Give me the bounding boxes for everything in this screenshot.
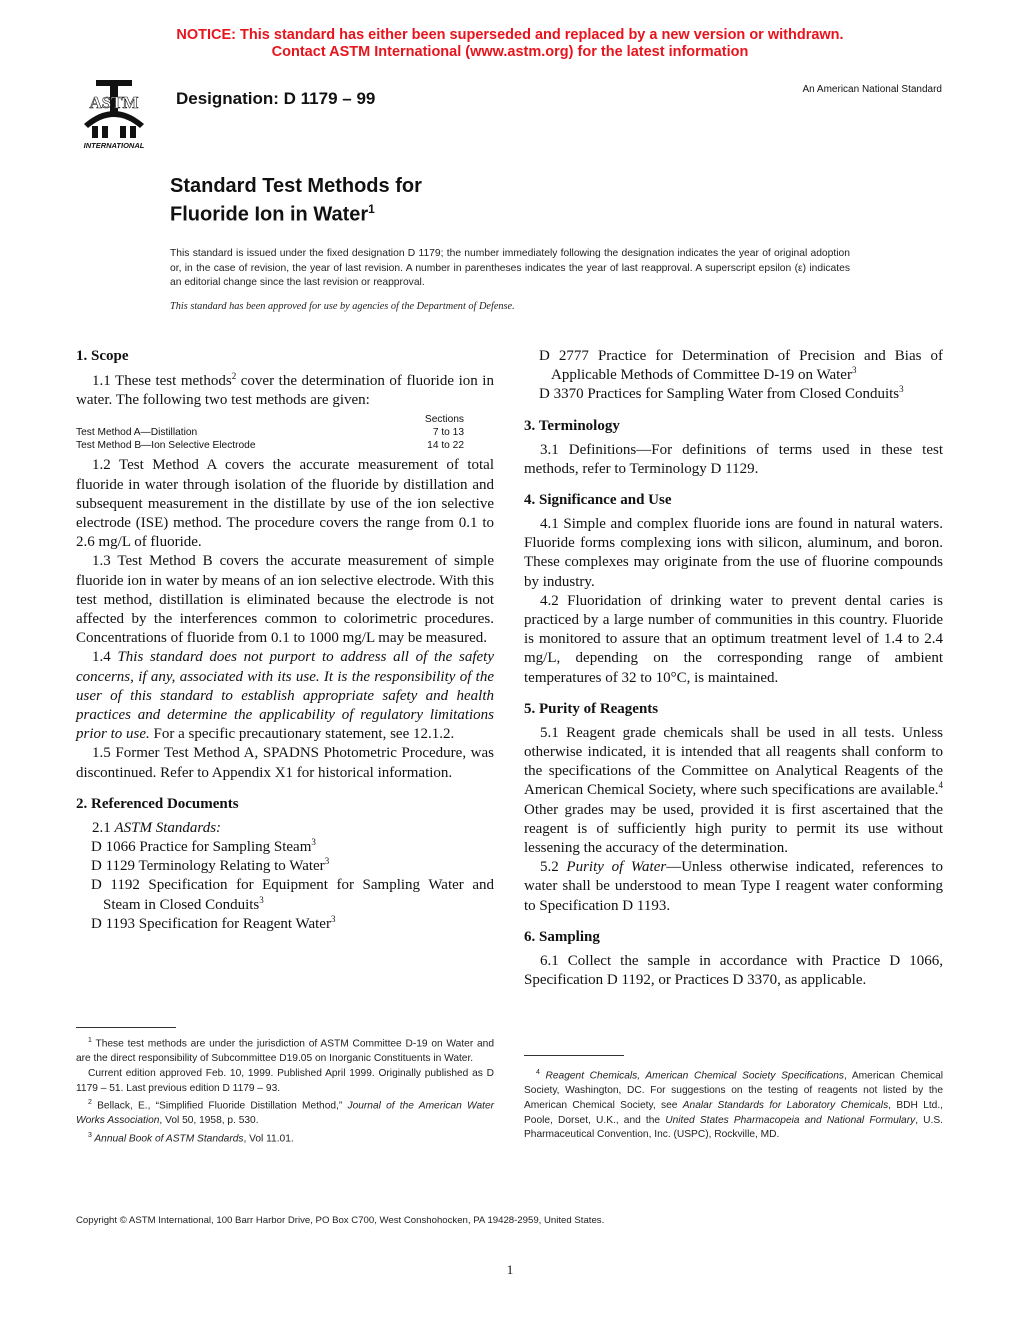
fn2-text-b: , Vol 50, 1958, p. 530. — [159, 1115, 259, 1127]
astm-logo — [66, 74, 162, 152]
footnote-4 — [524, 1066, 943, 1143]
para-6-1: 6.1 Collect the sample in accordance with Practice D 1066, Specification D 1192, or Practices D 3370, as applicable. — [524, 952, 943, 989]
notice-line-1: NOTICE: This standard has either been superseded and replaced by a new version or withdrawn. — [176, 27, 844, 43]
para-5-2-italic: Purity of Water — [566, 859, 667, 876]
issued-note: This standard is issued under the fixed designation D 1179; the number immediately following the designation indicates the year of original adoption or, in the case of revision, the year of last revision. A number in parentheses indicates the year of last reapproval. A superscript epsilon (ε) indicates an editorial change since the last revision or reapproval. — [170, 248, 850, 289]
left-column — [76, 347, 494, 934]
title-footnote-ref: 1 — [368, 202, 375, 216]
table-row — [76, 439, 464, 452]
para-2-1 — [76, 819, 494, 838]
fn3-text: , Vol 11.01. — [243, 1133, 294, 1145]
fn4-italic-3: United States Pharmacopeia and National Formulary — [665, 1114, 916, 1126]
para-5-1 — [524, 724, 943, 858]
para-1-1-text-b: cover the determination of fluoride ion in water. The following two test methods are given: — [76, 373, 494, 409]
american-national-standard: An American National Standard — [802, 84, 942, 95]
methods-table — [76, 413, 464, 452]
title-line-2 — [170, 198, 422, 227]
table-head-sections: Sections — [424, 414, 464, 426]
para-1-3: 1.3 Test Method B covers the accurate measurement of simple fluoride ion in water by means of an ion selective electrode. With this test method, distillation is eliminated because the electrode is not affected by the interferences common to colorimetric procedures. Concentrations of fluoride from 0.1 to 1000 mg/L may be measured. — [76, 553, 494, 647]
para-1-4-italic: This standard does not purport to address all of the safety concerns, if any, associated with its use. It is the responsibility of the user of this standard to establish appropriate safety and health practices and determine the applicability of regulatory limitations prior to use. — [76, 649, 495, 743]
ref-item — [76, 876, 494, 914]
para-1-4-num: 1.4 — [92, 649, 118, 666]
ref-item — [76, 838, 494, 857]
method-b-sections: 14 to 22 — [427, 440, 464, 452]
para-5-1-text-b: Other grades may be used, provided it is first ascertained that the reagent is of sufficiently high purity to permit its use without lessening the accuracy of the determination. — [524, 801, 943, 857]
fn4-text-a: , American Chemical Society, Washington, DC. For suggestions on the testing of reagents not listed by the American Chemical Society, see — [524, 1070, 944, 1111]
ref-footnote: 3 — [330, 913, 336, 924]
ref-footnote: 3 — [311, 837, 316, 848]
ref-item — [76, 915, 494, 934]
fn3-italic: Annual Book of ASTM Standards — [91, 1133, 244, 1145]
fn1-mark: 1 — [88, 1037, 92, 1044]
document-title — [170, 175, 422, 227]
fn4-text-c: , U.S. Pharmaceutical Convention, Inc. (USPC), Rockville, MD. — [524, 1114, 943, 1141]
footnote-1b: Current edition approved Feb. 10, 1999. Published April 1999. Originally published as D 1179 – 51. Last previous edition D 1179 – 93. — [76, 1067, 494, 1094]
ref-footnote: 3 — [899, 384, 904, 395]
ref-text: D 1192 Specification for Equipment for Sampling Water and Steam in Closed Conduits — [91, 877, 494, 913]
footnote-1 — [76, 1034, 494, 1067]
footnote-2 — [76, 1096, 494, 1129]
ref-footnote: 3 — [259, 894, 264, 905]
fn4-text-b: , BDH Ltd., Poole, Dorset, U.K., and the — [524, 1099, 944, 1126]
page-number: 1 — [506, 1262, 514, 1277]
approved-note: This standard has been approved for use by agencies of the Department of Defense. — [170, 301, 515, 312]
ref-item — [76, 857, 494, 876]
footnotes-left — [76, 1034, 494, 1147]
ref-text: D 1193 Specification for Reagent Water — [91, 915, 331, 932]
logo-subtitle: INTERNATIONAL — [83, 141, 145, 150]
footnote-rule-left — [76, 1027, 176, 1028]
para-3-1: 3.1 Definitions—For definitions of terms used in these test methods, refer to Terminology D 1129. — [524, 441, 943, 477]
footnote-ref-2: 2 — [231, 371, 237, 381]
title-line-2-text: Fluoride Ion in Water — [170, 203, 369, 226]
ref-text: D 2777 Practice for Determination of Precision and Bias of Applicable Methods of Committee D-19 on Water — [539, 348, 943, 384]
ref-item — [524, 347, 943, 385]
section-3-heading: 3. Terminology — [524, 417, 620, 434]
para-1-1-text-a: 1.1 These test methods — [92, 373, 232, 389]
fn4-mark: 4 — [536, 1069, 540, 1076]
section-2-heading: 2. Referenced Documents — [76, 795, 239, 812]
para-1-1 — [76, 372, 494, 410]
fn2-italic: Journal of the American Water Works Association — [76, 1100, 494, 1127]
fn2-mark: 2 — [88, 1099, 92, 1107]
para-2-1-italic: ASTM Standards: — [114, 819, 222, 836]
ref-footnote: 3 — [324, 856, 330, 867]
title-line-1: Standard Test Methods for — [170, 175, 422, 197]
fn2-text-a: Bellack, E., “Simplified Fluoride Distillation Method,” — [91, 1100, 348, 1112]
para-1-5: 1.5 Former Test Method A, SPADNS Photometric Procedure, was discontinued. Refer to Appendix X1 for historical information. — [76, 745, 494, 781]
method-a-sections: 7 to 13 — [432, 427, 464, 439]
fn1-text: These test methods are under the jurisdiction of ASTM Committee D-19 on Water and are the direct responsibility of Subcommittee D19.05 on Inorganic Constituents in Water. — [76, 1038, 494, 1065]
para-4-1: 4.1 Simple and complex fluoride ions are found in natural waters. Fluoride forms complexing ions with silicon, aluminum, and boron. These complexes may originate from the use of fluorine compounds by industry. — [524, 516, 943, 590]
footnote-ref-4: 4 — [938, 780, 943, 791]
para-1-4-text: For a specific precautionary statement, see 12.1.2. — [149, 726, 455, 743]
section-5-heading: 5. Purity of Reagents — [524, 700, 659, 717]
ref-item — [524, 385, 943, 404]
para-1-2: 1.2 Test Method A covers the accurate measurement of total fluoride in water through isolation of the fluoride by distillation and subsequent measurement in the distillate by use of the ion selective electrode (ISE) method. The procedure covers the range from 0.1 to 2.6 mg/L of fluoride. — [76, 457, 494, 551]
ref-text: D 1066 Practice for Sampling Steam — [91, 839, 312, 856]
method-a: Test Method A—Distillation — [76, 427, 198, 439]
fn4-italic-2: Analar Standards for Laboratory Chemicals — [682, 1099, 889, 1111]
footnote-3 — [76, 1129, 494, 1147]
ref-text: D 1129 Terminology Relating to Water — [91, 858, 325, 875]
section-6-heading: 6. Sampling — [524, 928, 600, 945]
right-column — [524, 347, 943, 990]
fn4-italic-1: Reagent Chemicals, American Chemical Society Specifications — [539, 1070, 844, 1082]
method-b: Test Method B—Ion Selective Electrode — [76, 440, 256, 452]
logo-wordmark: ASTM — [89, 93, 139, 112]
para-5-2-num: 5.2 — [540, 859, 567, 876]
para-2-1-num: 2.1 — [92, 819, 115, 836]
footnotes-right — [524, 1066, 943, 1143]
notice-line-2: Contact ASTM International (www.astm.org) for the latest information — [271, 44, 749, 60]
fn3-mark: 3 — [88, 1132, 92, 1139]
copyright: Copyright © ASTM International, 100 Barr Harbor Drive, PO Box C700, West Conshohocken, PA 19428-2959, United States. — [76, 1215, 605, 1226]
para-1-4 — [76, 648, 494, 744]
section-4-heading: 4. Significance and Use — [524, 492, 672, 509]
ref-footnote: 3 — [851, 365, 857, 376]
table-row — [76, 426, 464, 439]
para-5-2 — [524, 858, 943, 916]
para-5-2-text: —Unless otherwise indicated, references to water shall be understood to mean Type I reagent water conforming to Specification D 1193. — [524, 859, 944, 914]
section-1-heading: 1. Scope — [76, 348, 129, 364]
designation: Designation: D 1179 – 99 — [176, 89, 376, 108]
para-4-2: 4.2 Fluoridation of drinking water to prevent dental caries is practiced by a large number of communities in this country. Fluoride is monitored to assure that an optimum treatment level of 1.4 to 2.4 mg/L, depending on the corresponding range of ambient temperatures of 32 to 10°C, is maintained. — [524, 592, 943, 686]
para-5-1-text-a: 5.1 Reagent grade chemicals shall be used in all tests. Unless otherwise indicated, it is intended that all reagents shall conform to the specifications of the Committee on Analytical Reagents of the American Chemical Society, where such specifications are available. — [524, 724, 943, 799]
withdrawal-notice — [0, 27, 1020, 61]
ref-text: D 3370 Practices for Sampling Water from Closed Conduits — [539, 386, 900, 403]
footnote-rule-right — [524, 1055, 624, 1056]
